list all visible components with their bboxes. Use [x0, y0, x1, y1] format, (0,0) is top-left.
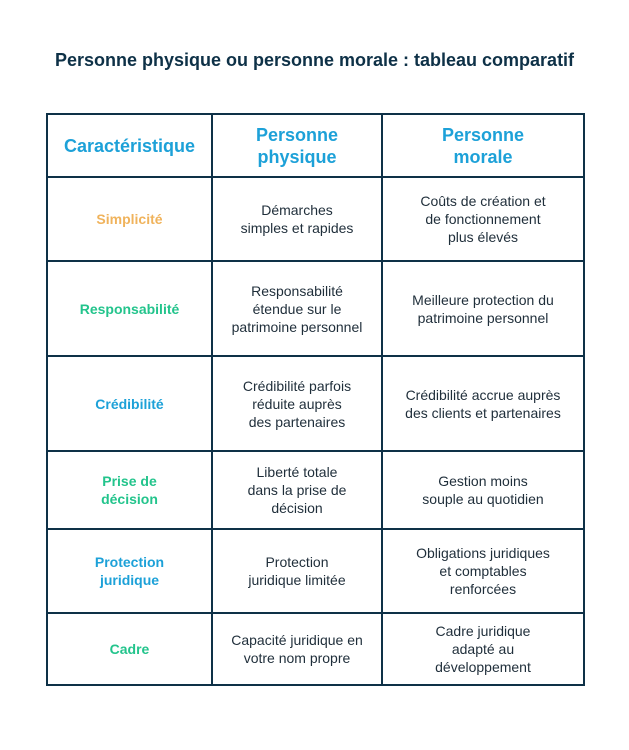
- table-row: [47, 529, 584, 613]
- table-row: [47, 451, 584, 529]
- row-physical-cell: Liberté totale dans la prise de décision: [212, 451, 382, 529]
- row-characteristic: Simplicité: [47, 177, 212, 261]
- header-characteristic: Caractéristique: [47, 114, 212, 177]
- comparison-table: [46, 113, 585, 686]
- page-title: Personne physique ou personne morale : tableau comparatif: [54, 50, 575, 70]
- row-physical-cell: Protection juridique limitée: [212, 529, 382, 613]
- row-legal-cell: Cadre juridique adapté au développement: [382, 613, 584, 685]
- table-row: [47, 356, 584, 451]
- row-physical-cell: Responsabilité étendue sur le patrimoine personnel: [212, 261, 382, 356]
- row-legal-cell: Meilleure protection du patrimoine personnel: [382, 261, 584, 356]
- row-legal-cell: Coûts de création et de fonctionnement plus élevés: [382, 177, 584, 261]
- header-legal-person: Personne morale: [382, 114, 584, 177]
- header-row: [47, 114, 584, 177]
- row-legal-cell: Crédibilité accrue auprès des clients et partenaires: [382, 356, 584, 451]
- row-characteristic: Responsabilité: [47, 261, 212, 356]
- row-legal-cell: Gestion moins souple au quotidien: [382, 451, 584, 529]
- row-characteristic: Cadre: [47, 613, 212, 685]
- table-row: [47, 177, 584, 261]
- row-characteristic: Crédibilité: [47, 356, 212, 451]
- header-physical-person: Personne physique: [212, 114, 382, 177]
- row-physical-cell: Démarches simples et rapides: [212, 177, 382, 261]
- row-characteristic: Prise de décision: [47, 451, 212, 529]
- row-physical-cell: Capacité juridique en votre nom propre: [212, 613, 382, 685]
- row-physical-cell: Crédibilité parfois réduite auprès des partenaires: [212, 356, 382, 451]
- row-legal-cell: Obligations juridiques et comptables renforcées: [382, 529, 584, 613]
- table-row: [47, 261, 584, 356]
- row-characteristic: Protection juridique: [47, 529, 212, 613]
- table-row: [47, 613, 584, 685]
